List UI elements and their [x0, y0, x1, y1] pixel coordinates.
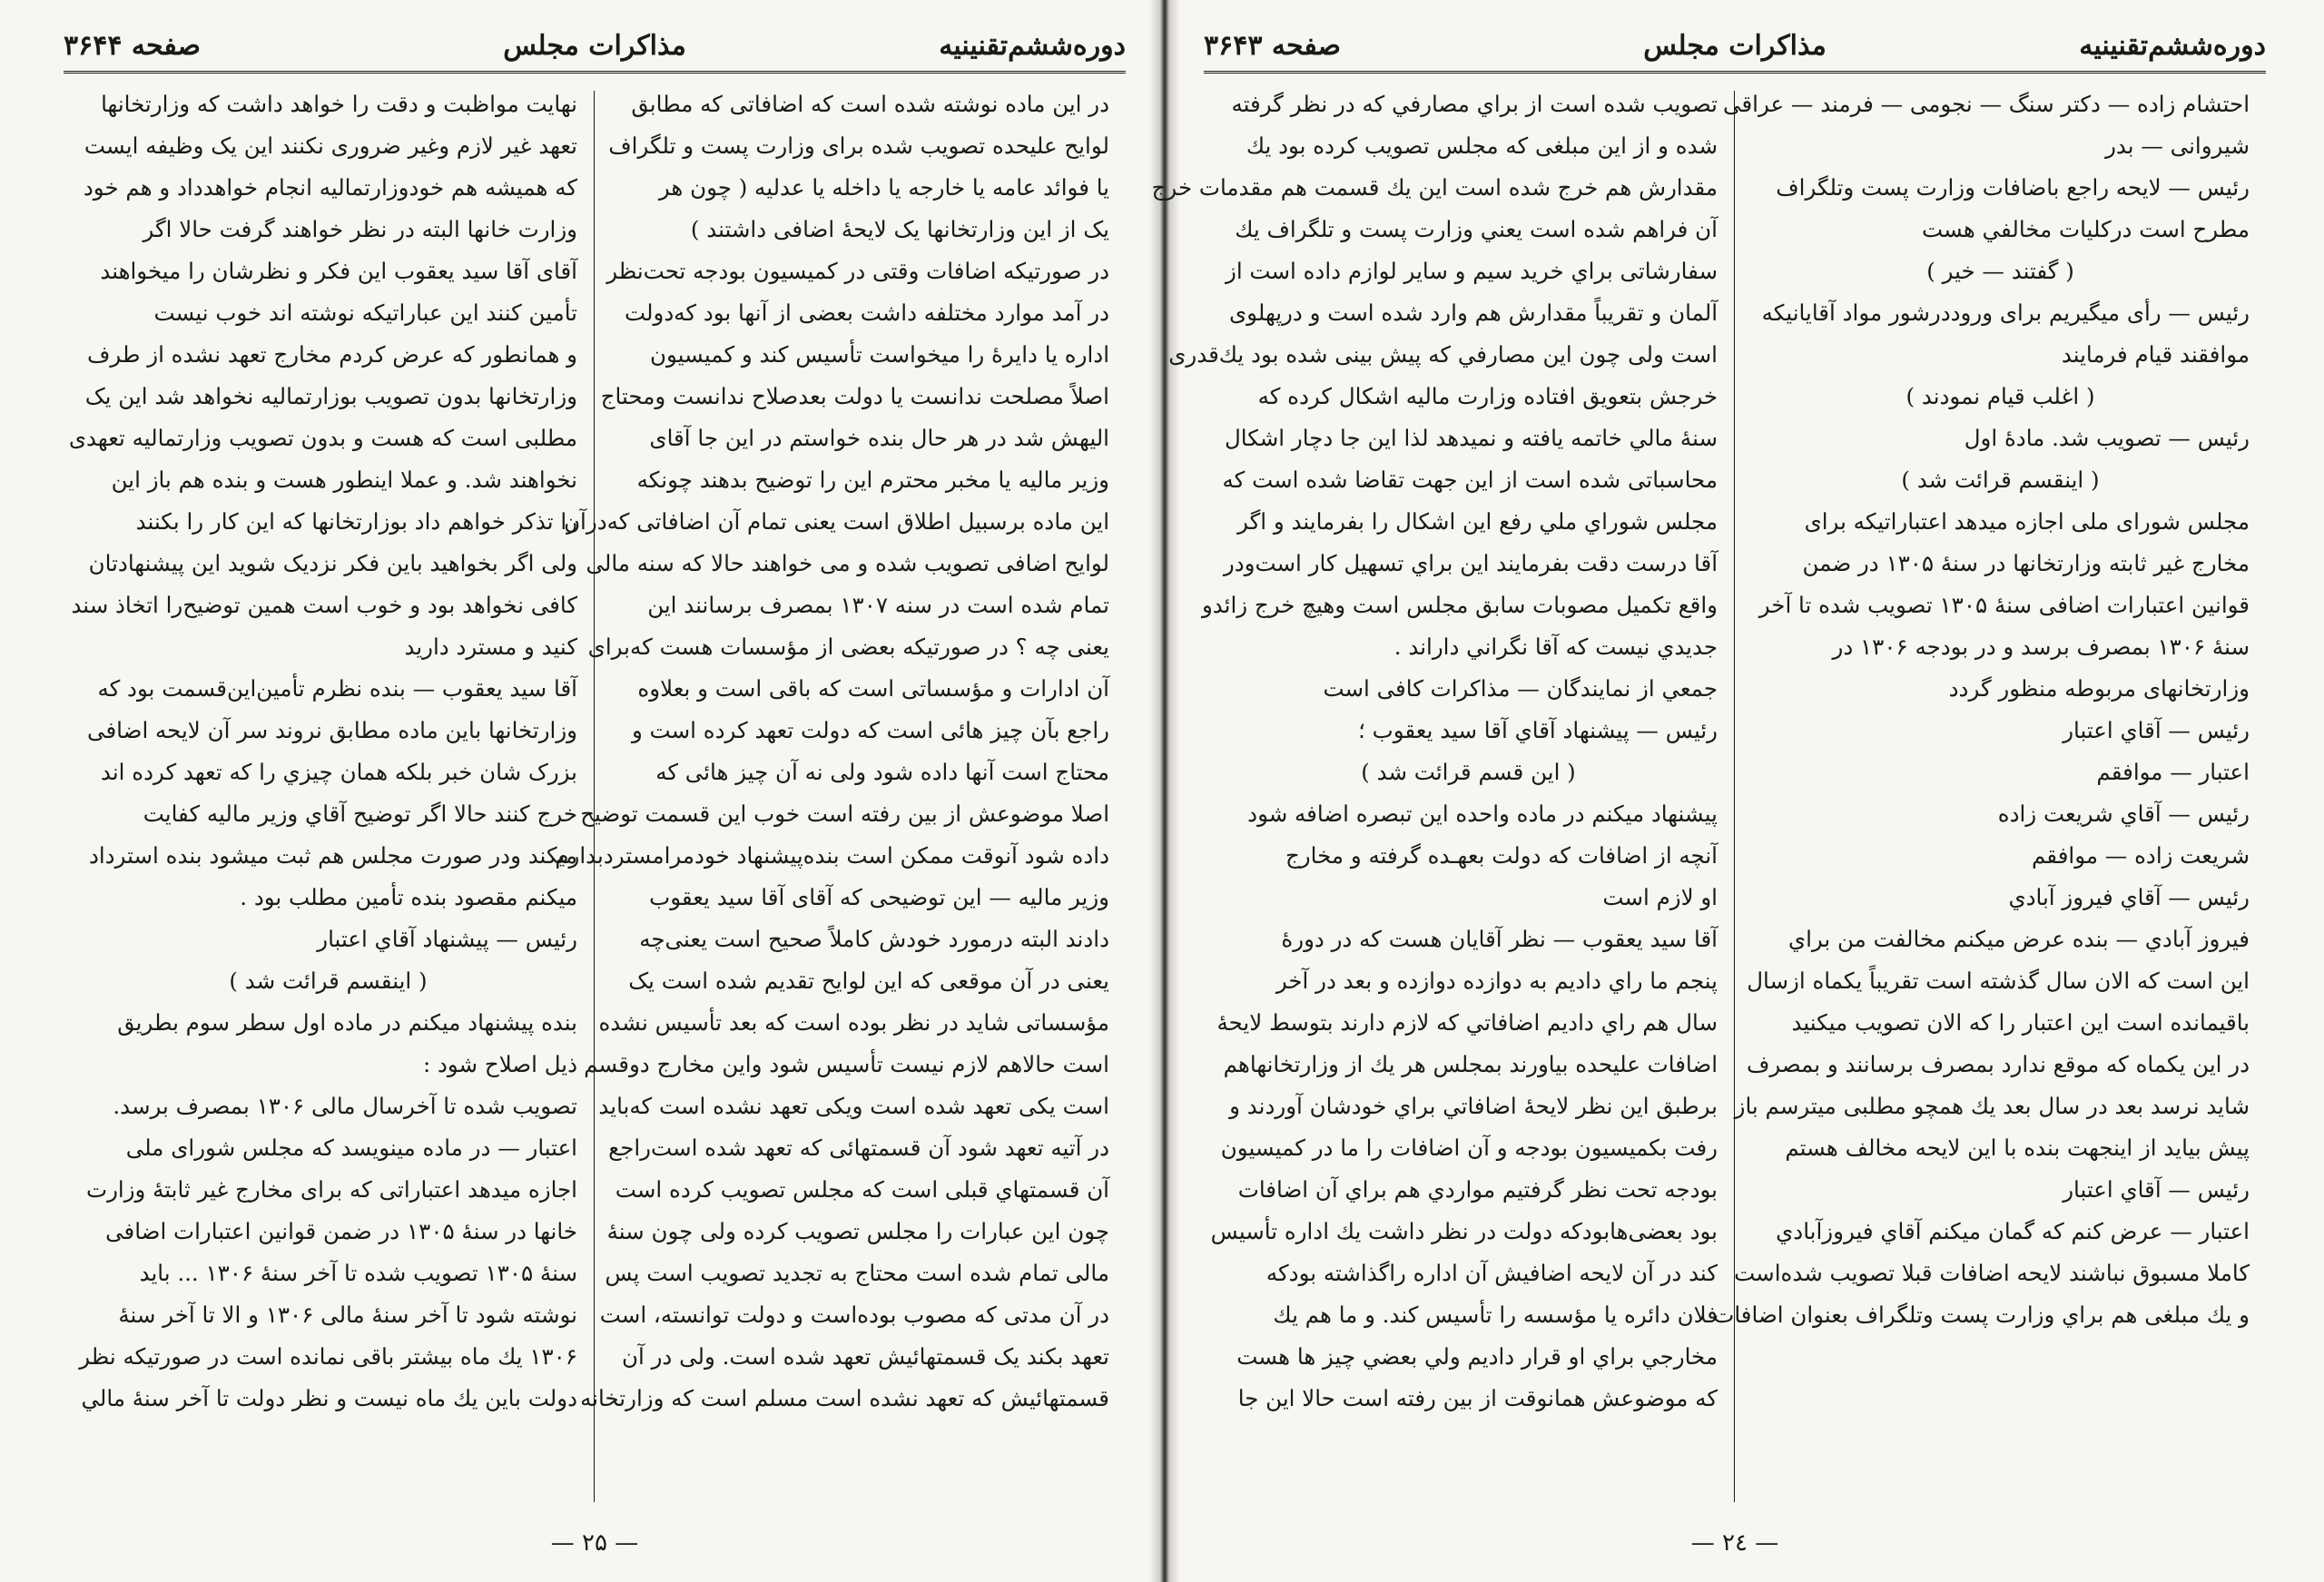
text-line: موافقند قیام فرمایند — [2061, 341, 2250, 368]
text-line: مطرح است درکلیات مخالفي هست — [1921, 216, 2250, 242]
text-line: ۱۳۰۶ یك ماه بیشتر باقی نمانده است در صورتیکه نظر — [79, 1343, 577, 1370]
text-line: در آن مدتی که مصوب بوده‌است و دولت توانسته، است — [599, 1302, 1109, 1328]
text-line: آن ادارات و مؤسساتی است که باقی است و بعلاوه — [637, 675, 1109, 702]
text-line: است ولی چون این مصارفي که پیش بینی شده بود یك‌قدری — [1168, 341, 1718, 368]
text-line: شده و از این مبلغی که مجلس تصویب کرده بود یك — [1246, 133, 1718, 159]
text-line: رئیس — تصویب شد. مادهٔ اول — [1964, 425, 2250, 451]
text-line: وزیر مالیه — این توضیحی که آقای آقا سید یعقوب — [649, 884, 1109, 910]
text-line: در آمد موارد مختلفه داشت بعضی از آنها بود که‌دولت — [625, 300, 1109, 326]
text-line: کافی نخواهد بود و خوب است همین توضیح‌را اتخاذ سند — [71, 592, 577, 618]
text-line: باقیمانده است این اعتبار را که الان تصویب میکنید — [1791, 1009, 2250, 1036]
text-line: دادند البته درمورد خودش کاملاً صحیح است یعنی‌چه — [639, 926, 1109, 952]
text-line: رئیس — رأی میگیریم برای ورود‌در‌شور مواد آقایانیکه — [1761, 300, 2250, 326]
text-line: رئیس — آقاي اعتبار — [2063, 717, 2250, 743]
text-line: خرجش بتعویق افتاده وزارت مالیه اشکال کرده که — [1257, 383, 1718, 409]
text-line: خرج کنند حالا اگر توضیح آقاي وزیر مالیه کفایت — [143, 801, 577, 827]
text-line: تأمین کنند این عباراتیکه نوشته اند خوب نیست — [153, 300, 577, 326]
text-line: او لازم است — [1602, 884, 1718, 910]
column-right — [1713, 84, 2266, 1509]
text-line: سنهٔ ۱۳۰۶ بمصرف برسد و در بودجه ۱۳۰۶ در — [1832, 634, 2250, 660]
text-line: میکنم مقصود بنده تأمین مطلب بود . — [240, 884, 577, 910]
text-line: است حالاهم لازم نیست تأسیس شود واین مخارج دوقسم — [584, 1051, 1109, 1077]
journal-title: مذاکرات مجلس — [1643, 29, 1827, 62]
text-line: مجلس شوراي ملي رفع این اشکال را بفرمایند و اگر — [1237, 508, 1718, 535]
page-header — [1204, 25, 2266, 65]
text-line: رئیس — آقاي اعتبار — [2063, 1176, 2250, 1203]
text-line: ( اغلب قیام نمودند ) — [1905, 383, 2095, 409]
text-line: یعنی چه ؟ در صورتیکه بعضی از مؤسسات هست که‌برای — [587, 634, 1109, 660]
text-line: سنهٔ مالي خاتمه یافته و نمیدهد لذا این جا دچار اشکال — [1224, 425, 1718, 451]
text-line: این ماده بر‌سبیل اطلاق است یعنی تمام آن اضافاتی که‌در‌آن — [564, 508, 1109, 535]
text-line: شریعت زاده — موافقم — [2032, 842, 2250, 869]
text-line: رئیس — پیشنهاد آقاي آقا سید یعقوب ؛ — [1358, 717, 1718, 743]
journal-title: مذاکرات مجلس — [503, 29, 686, 62]
page-header — [64, 25, 1126, 65]
text-line: اعتبار — موافقم — [2096, 759, 2250, 785]
text-line: این است که الان سال گذشته است تقریباً یکماه ازسال — [1747, 968, 2250, 994]
text-line: آقا سید یعقوب — نظر آقایان هست که در دورهٔ — [1281, 926, 1718, 952]
text-line: در آتیه تعهد شود آن قسمتهائی که تعهد شده است‌راجع — [608, 1135, 1109, 1161]
text-line: تمام شده است در سنه ۱۳۰۷ بمصرف برسانند این — [647, 592, 1109, 618]
text-line: سنهٔ ۱۳۰۵ تصویب شده تا آخر سنهٔ ۱۳۰۶ ... باید — [139, 1260, 577, 1286]
text-line: ولی اگر بخواهید باین فکر نزدیک شوید این پیشنهاد‌تان — [88, 550, 577, 576]
book-gutter — [1149, 0, 1180, 1582]
text-line: ( اینقسم قرائت شد ) — [229, 968, 428, 994]
text-line: تصویب شده است از براي مصارفي که در نظر گرفته — [1231, 91, 1718, 117]
page-footer-number: — ۲۵ — — [550, 1529, 639, 1557]
text-line: اداره یا دایرهٔ را میخواست تأسیس کند و کمیسیون — [650, 341, 1109, 368]
right-page — [1151, 0, 2275, 1582]
text-line: کند در آن لایحه اضافیش آن اداره را‌گذاشته بودکه — [1265, 1260, 1718, 1286]
text-line: مالی تمام شده است محتاج به تجدید تصویب است پس — [605, 1260, 1109, 1286]
text-line: سفارشاتی براي خرید سیم و سایر لوازم داده است از — [1225, 258, 1718, 284]
text-line: ذیل اصلاح شود : — [422, 1051, 577, 1077]
text-line: وزیر مالیه یا مخبر محترم این را توضیح بدهند چونکه — [636, 467, 1109, 493]
text-line: جمعي از نمایندگان — مذاکرات کافی است — [1323, 675, 1718, 702]
text-line: در این یکماه که موقع ندارد بمصرف برسانند و بمصرف — [1746, 1051, 2250, 1077]
text-line: رفت بکمیسیون بودجه و آن اضافات را ما در کمیسیون — [1220, 1135, 1718, 1161]
text-line: نخواهند شد. و عملا اینطور هست و بنده هم باز این — [111, 467, 577, 493]
text-line: فلان دائره یا مؤسسه را تأسیس کند. و ما هم یك — [1273, 1302, 1718, 1328]
text-line: کاملا مسبوق نباشند لایحه اضافات قبلا تصویب شده‌است — [1734, 1260, 2250, 1286]
text-line: آن قسمتهاي قبلی است که مجلس تصویب کرده است — [615, 1176, 1109, 1203]
text-line: مخارجي براي او قرار دادیم ولي بعضي چیز ها هست — [1236, 1343, 1718, 1370]
page-number-label: صفحه ۳۶۴۴ — [64, 29, 201, 62]
text-line: برطبق این نظر لایحهٔ اضافاتي براي خودشان آوردند و — [1229, 1093, 1718, 1119]
text-line: بزرک شان خبر بلکه همان چیزي را که تعهد کرده اند — [100, 759, 577, 785]
text-line: نوشته شود تا آخر سنهٔ مالی ۱۳۰۶ و الا تا آخر سنهٔ — [118, 1302, 577, 1328]
left-page — [54, 0, 1135, 1582]
session-label: دوره‌ششم‌تقنینیه — [939, 29, 1126, 62]
text-line: نهایت مواظبت و دقت را خواهد داشت که وزارتخانها — [101, 91, 577, 117]
text-line: پیش بیاید از اینجهت بنده با این لایحه مخالف هستم — [1785, 1135, 2250, 1161]
header-rule — [64, 71, 1126, 74]
text-line: مؤسساتی شاید در نظر بوده است که بعد تأسیس نشده — [598, 1009, 1109, 1036]
text-line: وزارتخانها باین ماده مطابق نروند سر آن لایحه اضافی — [87, 717, 577, 743]
text-line: اصلا موضوعش از بین رفته است خوب این قسمت توضیح — [580, 801, 1109, 827]
text-line: رئیس — آقاي شریعت زاده — [1997, 801, 2250, 827]
text-line: مقدارش هم خرج شده است این یك قسمت هم مقدمات خرج — [1151, 174, 1718, 201]
text-line: در صورتیکه اضافات وقتی در کمیسیون بودجه تحت‌نظر — [606, 258, 1109, 284]
text-line: تعهد غیر لازم وغیر ضروری نکنند این یک وظیفه ایست — [84, 133, 577, 159]
header-rule — [1204, 71, 2266, 74]
text-line: رئیس — آقاي فیروز آبادي — [2008, 884, 2250, 910]
column-divider — [1734, 91, 1735, 1502]
text-line: محاسباتی شده است از این جهت تقاضا شده است که — [1222, 467, 1718, 493]
text-line: و همانطور که عرض کردم مخارج تعهد نشده از طرف — [87, 341, 577, 368]
text-line: راجع بآن چیز هائی است که دولت تعهد کرده است و — [631, 717, 1109, 743]
text-line: شیروانی — بدر — [2105, 133, 2250, 159]
text-line: اضافات علیحده بیاورند بمجلس هر یك از وزارتخانهاهم — [1223, 1051, 1718, 1077]
text-line: یا فوائد عامه یا خارجه یا داخله یا عدلیه ( چون هر — [658, 174, 1109, 201]
text-line: واقع تکمیل مصوبات سابق مجلس است وهیچ خرج زائدو — [1201, 592, 1718, 618]
text-line: مخارج غیر ثابته وزارتخانها در سنهٔ ۱۳۰۵ در ضمن — [1802, 550, 2250, 576]
text-line: داده شود آنوقت ممکن است بنده‌پیشنهاد خود‌مرا‌مسترد‌بدارم — [555, 842, 1109, 869]
text-line: الیهش شد در هر حال بنده خواستم در این جا آقای — [649, 425, 1109, 451]
text-columns — [64, 84, 1126, 1509]
text-line: بودجه تحت نظر گرفتیم مواردي هم براي آن اضافات — [1237, 1176, 1718, 1203]
text-line: آقا سید یعقوب — بنده نظرم تأمین‌این‌قسمت بود که — [97, 675, 577, 702]
text-line: لوایح اضافی تصویب شده و می خواهند حالا که سنه مالی — [586, 550, 1109, 576]
text-line: احتشام زاده — دکتر سنگ — نجومی — فرمند — عراقی — [1723, 91, 2250, 117]
text-line: تعهد بکند یک قسمتهائیش تعهد شده است. ولی در آن — [621, 1343, 1109, 1370]
text-line: رئیس — پیشنهاد آقاي اعتبار — [317, 926, 577, 952]
text-line: تصویب شده تا آخرسال مالی ۱۳۰۶ بمصرف برسد. — [113, 1093, 577, 1119]
column-divider — [594, 91, 595, 1502]
text-line: وزارتخانهای مربوطه منظور گردد — [1948, 675, 2250, 702]
text-line: را تذکر خواهم داد بوزارتخانها که این کار را بکنند — [135, 508, 577, 535]
text-line: آلمان و تقریباً مقدارش هم وارد شده است و درپهلوی — [1229, 300, 1718, 326]
column-left — [1151, 84, 1734, 1509]
text-line: سال هم راي دادیم اضافاتي که لازم دارند بتوسط لایحهٔ — [1216, 1009, 1718, 1036]
text-columns — [1151, 84, 2266, 1509]
session-label: دوره‌ششم‌تقنینیه — [2079, 29, 2266, 62]
text-line: در این ماده نوشته شده است که اضافاتی که مطابق — [631, 91, 1109, 117]
page-number-label: صفحه ۳۶۴۳ — [1204, 29, 1341, 62]
text-line: میکند ودر صورت مجلس هم ثبت میشود بنده استرداد — [88, 842, 577, 869]
column-left — [63, 84, 594, 1509]
text-line: یک از این وزارتخانها یک لایحهٔ اضافی داشتند ) — [690, 216, 1109, 242]
text-line: ( این قسم قرائت شد ) — [1361, 759, 1576, 785]
text-line: پیشنهاد میکنم در ماده واحده این تبصره اضافه شود — [1247, 801, 1718, 827]
text-line: لوایح علیحده تصویب شده برای وزارت پست و تلگراف — [608, 133, 1109, 159]
text-line: چون این عبارات را مجلس تصویب کرده ولی چون سنهٔ — [606, 1218, 1109, 1244]
column-right — [555, 84, 1126, 1509]
text-line: پنجم ما راي دادیم به دوازده دوازده و بعد در آخر — [1275, 968, 1718, 994]
text-line: دولت باین یك ماه نیست و نظر دولت تا آخر سنهٔ مالي — [81, 1385, 577, 1411]
text-line: ( اینقسم قرائت شد ) — [1901, 467, 2100, 493]
text-line: وزارت خانها البته در نظر خواهند گرفت حالا اگر — [143, 216, 577, 242]
text-line: اصلاً مصلحت ندانست یا دولت بعد‌صلاح ندانست و‌محتاج — [600, 383, 1109, 409]
text-line: که همیشه هم خودوزارتمالیه انجام خواهدداد و هم خود — [83, 174, 577, 201]
text-line: وزارتخانها بدون تصویب بوزارتمالیه نخواهد شد این یک — [84, 383, 577, 409]
text-line: خانها در سنهٔ ۱۳۰۵ در ضمن قوانین اعتبارات اضافی — [105, 1218, 577, 1244]
text-line: بود بعضی‌هابودکه دولت در نظر داشت یك اداره تأسیس — [1210, 1218, 1718, 1244]
text-line: قسمتهائیش که تعهد نشده است مسلم است که وزارتخانه — [580, 1385, 1109, 1411]
text-line: مطلبی است که هست و بدون تصویب وزارتمالیه تعهدی — [68, 425, 577, 451]
text-line: که موضوعش همانوقت از بین رفته است حالا این جا — [1237, 1385, 1718, 1411]
text-line: فیروز آبادي — بنده عرض میکنم مخالفت من براي — [1787, 926, 2250, 952]
text-line: بنده پیشنهاد میکنم در ماده اول سطر سوم بطریق — [117, 1009, 577, 1036]
text-line: شاید نرسد بعد در سال بعد یك همچو مطلبی میترسم باز — [1734, 1093, 2250, 1119]
text-line: محتاج است آنها داده شود ولی نه آن چیز هائی که — [655, 759, 1109, 785]
text-line: آنچه از اضافات که دولت بعهـده گرفته و مخارج — [1285, 842, 1718, 869]
text-line: مجلس شورای ملی اجازه میدهد اعتباراتیکه برای — [1804, 508, 2250, 535]
text-line: آقای آقا سید یعقوب این فکر و نظرشان را میخواهند — [100, 258, 577, 284]
text-line: قوانین اعتبارات اضافی سنهٔ ۱۳۰۵ تصویب شده تا آخر — [1758, 592, 2250, 618]
text-line: است یکی تعهد شده است ویکی تعهد نشده است که‌باید — [598, 1093, 1109, 1119]
text-line: و یك مبلغی هم براي وزارت پست وتلگراف بعنوان اضافات — [1713, 1302, 2250, 1328]
text-line: آقا درست دقت بفرمایند این براي تسهیل کار است‌ودر — [1223, 550, 1718, 576]
text-line: جدیدي نیست که آقا نگراني داراند . — [1393, 634, 1718, 660]
text-line: یعنی در آن موقعی که این لوایح تقدیم شده است یک — [628, 968, 1109, 994]
text-line: اجازه میدهد اعتباراتی که برای مخارج غیر ثابتهٔ وزارت — [86, 1176, 577, 1203]
text-line: ( گفتند — خیر ) — [1926, 258, 2074, 284]
text-line: اعتبار — عرض کنم که گمان میکنم آقاي فیروزآبادي — [1776, 1218, 2250, 1244]
page-footer-number: — ۲٤ — — [1690, 1529, 1779, 1557]
text-line: آن فراهم شده است یعني وزارت پست و تلگراف یك — [1235, 216, 1718, 242]
text-line: کنید و مسترد دارید — [404, 634, 577, 660]
text-line: اعتبار — در ماده مینویسد که مجلس شورای ملی — [125, 1135, 577, 1161]
text-line: رئیس — لایحه راجع باضافات وزارت پست وتلگراف — [1776, 174, 2250, 201]
